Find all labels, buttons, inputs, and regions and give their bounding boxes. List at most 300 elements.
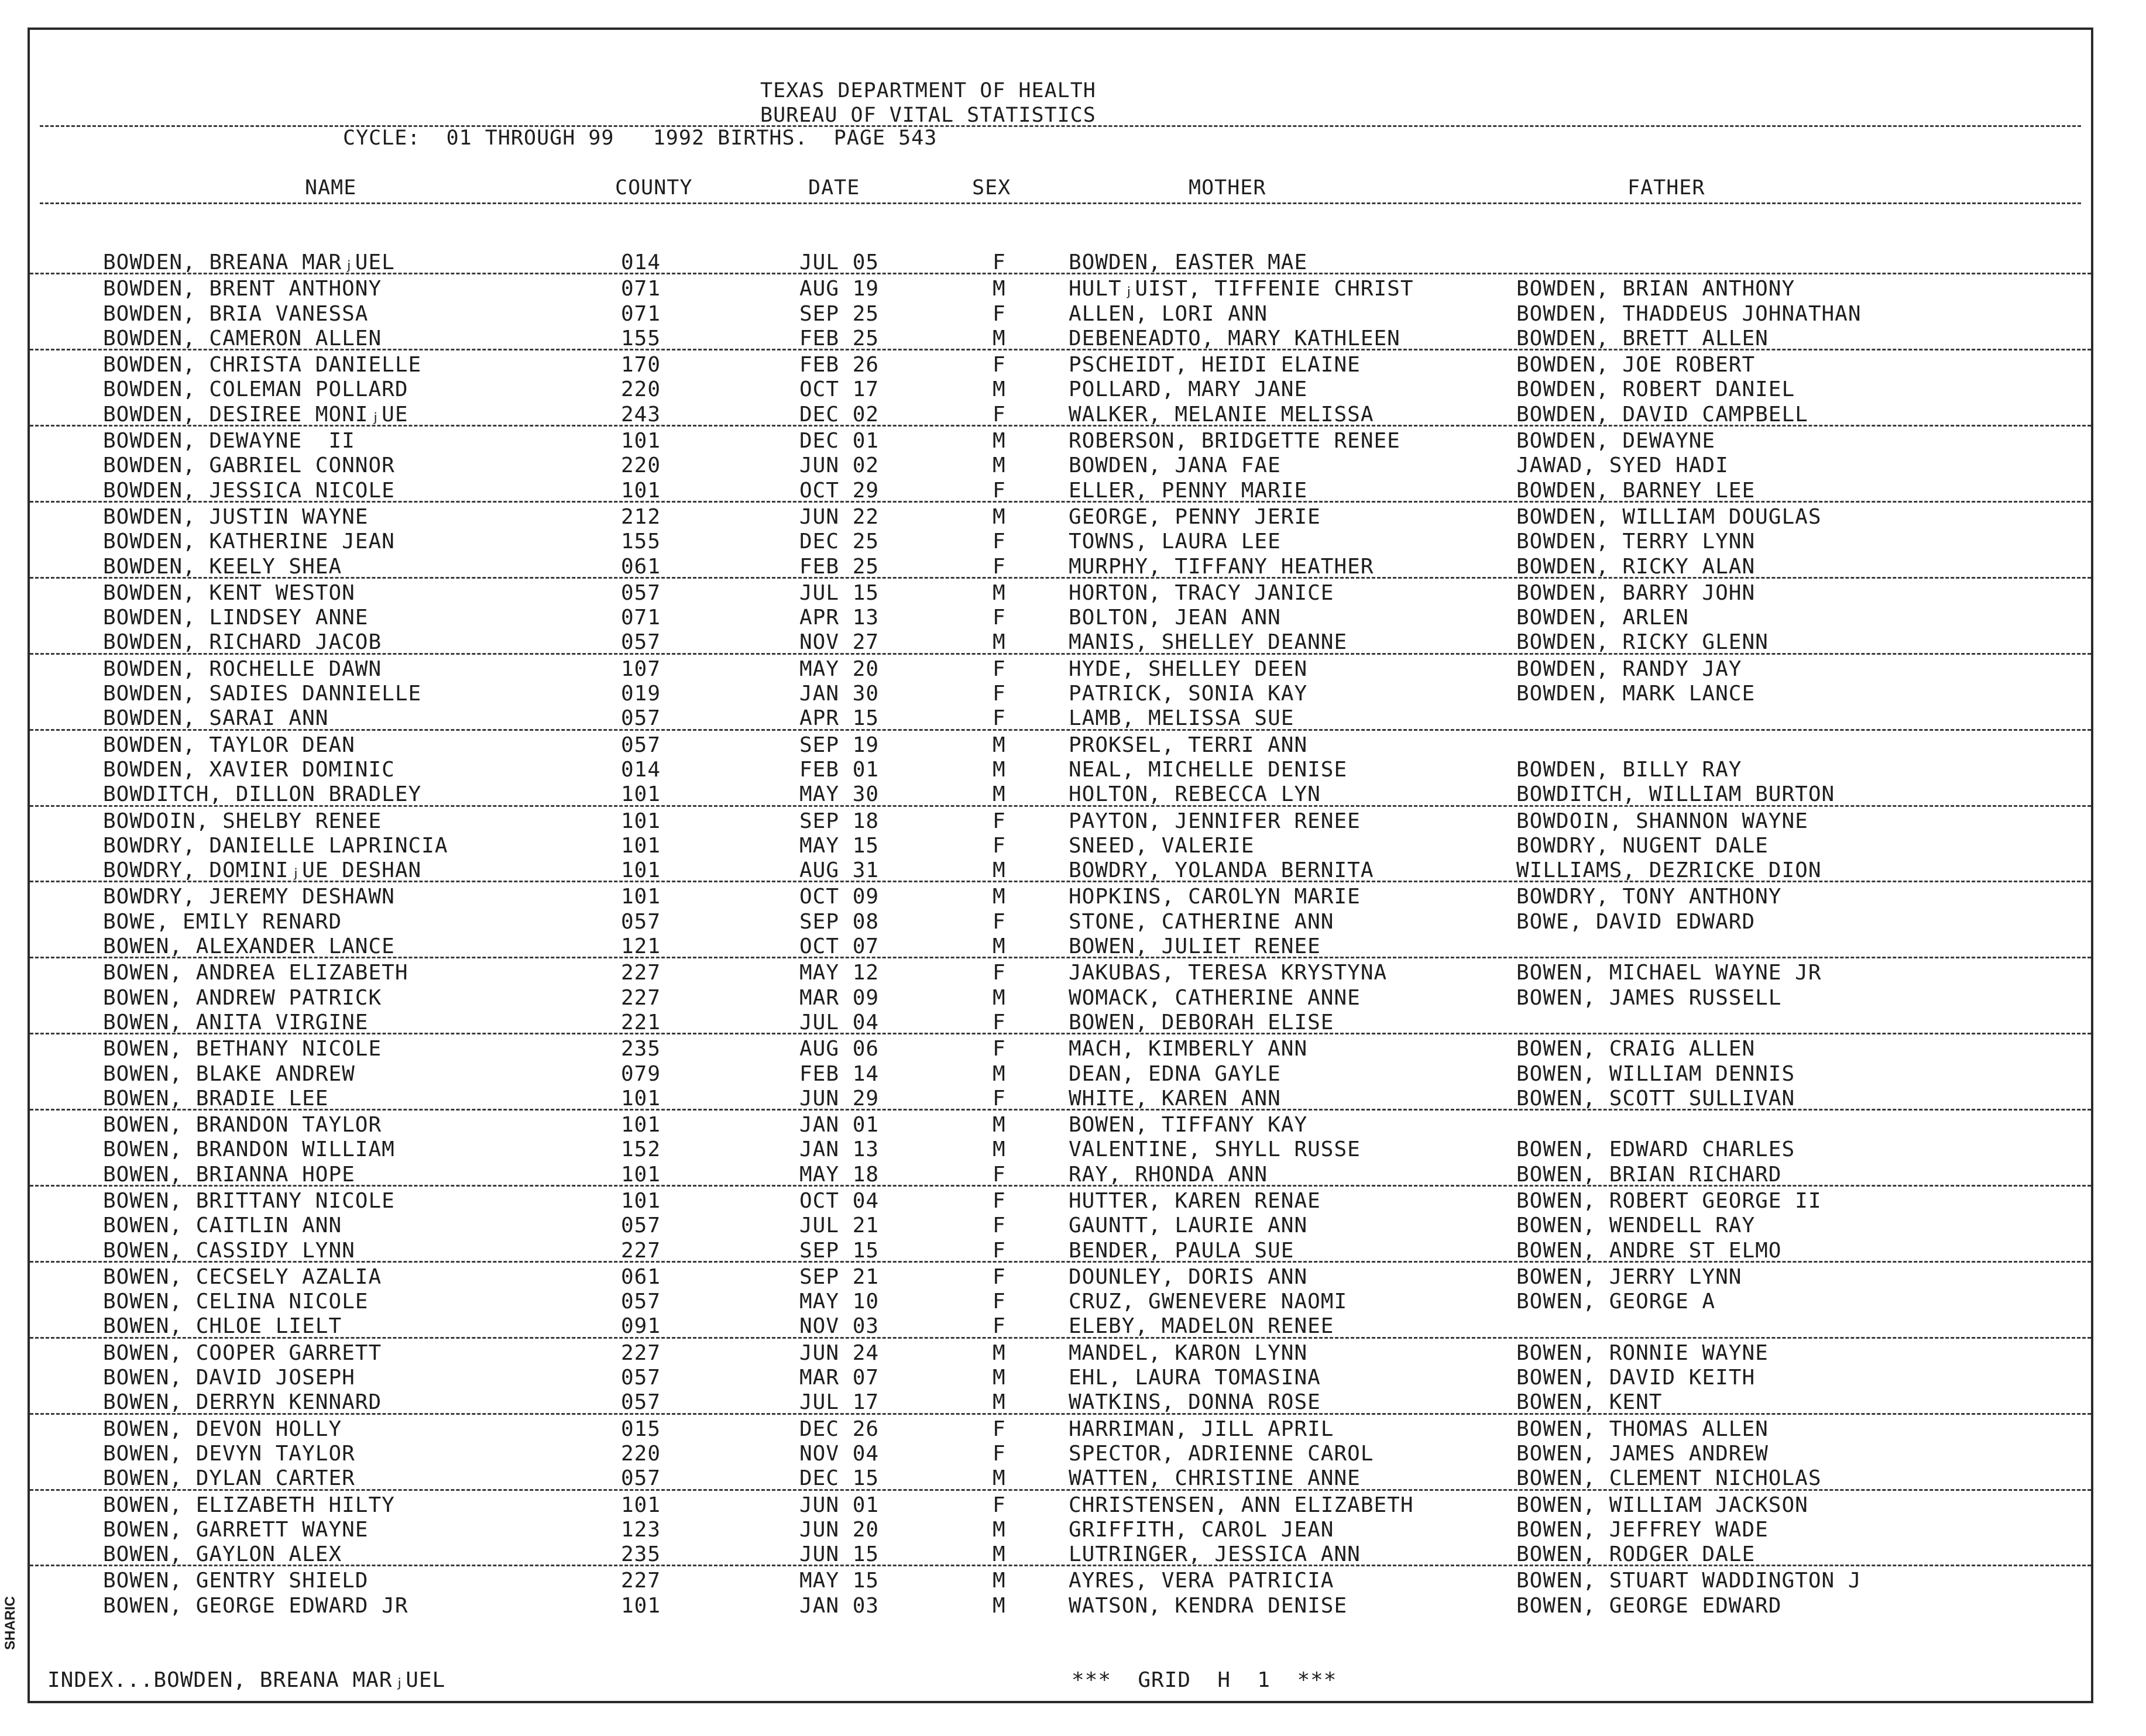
table-row	[30, 1415, 2091, 1439]
cell-county: 071	[621, 277, 661, 301]
cell-county: 101	[621, 885, 661, 909]
cell-name: BOWDEN, CAMERON ALLEN	[103, 326, 382, 350]
cell-name: BOWEN, CELINA NICOLE	[103, 1290, 369, 1314]
cell-mother: HARRIMAN, JILL APRIL	[1069, 1417, 1334, 1441]
cell-name: BOWEN, BLAKE ANDREW	[103, 1061, 355, 1086]
cell-mother: MURPHY, TIFFANY HEATHER	[1069, 554, 1374, 579]
cell-mother: SPECTOR, ADRIENNE CAROL	[1069, 1441, 1374, 1466]
cell-mother: HUTTER, KAREN RENAE	[1069, 1188, 1321, 1213]
cell-name: BOWEN, GEORGE EDWARD JR	[103, 1593, 408, 1618]
cell-name: BOWEN, ANDREW PATRICK	[103, 985, 382, 1010]
cell-mother: BOWEN, DEBORAH ELISE	[1069, 1010, 1334, 1034]
cell-father: BOWDEN, ROBERT DANIEL	[1516, 377, 1795, 402]
cell-mother: WHITE, KAREN ANN	[1069, 1086, 1281, 1111]
table-row	[30, 375, 2091, 400]
cell-sex: F	[993, 682, 1006, 706]
cell-date: SEP 19	[799, 733, 880, 757]
cell-mother: NEAL, MICHELLE DENISE	[1069, 757, 1348, 782]
table-row	[30, 1160, 2091, 1187]
cell-sex: M	[993, 580, 1006, 605]
cell-date: FEB 25	[799, 326, 880, 350]
cell-date: MAY 12	[799, 961, 880, 985]
cell-father: BOWEN, WILLIAM JACKSON	[1516, 1493, 1808, 1517]
cell-father: BOWEN, WENDELL RAY	[1516, 1214, 1756, 1238]
cell-father: BOWDEN, DEWAYNE	[1516, 429, 1716, 453]
grid-label: *** GRID H 1 ***	[1072, 1668, 1337, 1692]
table-row	[30, 1187, 2091, 1211]
cell-name: BOWEN, ANITA VIRGINE	[103, 1010, 369, 1034]
cell-mother: AYRES, VERA PATRICIA	[1069, 1569, 1334, 1593]
cell-father: BOWEN, KENT	[1516, 1390, 1663, 1415]
cell-sex: F	[993, 606, 1006, 630]
cell-sex: F	[993, 706, 1006, 731]
cell-county: 227	[621, 1238, 661, 1263]
cell-sex: F	[993, 1010, 1006, 1034]
cell-date: JUN 22	[799, 504, 880, 529]
cell-county: 057	[621, 1390, 661, 1415]
cell-name: BOWEN, GARRETT WAYNE	[103, 1517, 369, 1542]
cell-county: 071	[621, 301, 661, 326]
column-header-divider	[40, 202, 2081, 204]
column-header-county: COUNTY	[615, 176, 693, 200]
cell-sex: F	[993, 554, 1006, 579]
table-row	[30, 503, 2091, 527]
cell-father: BOWDOIN, SHANNON WAYNE	[1516, 809, 1808, 833]
cell-name: BOWEN, BRANDON TAYLOR	[103, 1113, 382, 1137]
cell-name: BOWEN, BRADIE LEE	[103, 1086, 329, 1111]
table-row	[30, 1491, 2091, 1515]
cell-sex: F	[993, 1417, 1006, 1441]
table-row	[30, 324, 2091, 350]
column-header-date: DATE	[808, 176, 860, 200]
cell-name: BOWEN, BRANDON WILLIAM	[103, 1137, 395, 1162]
cell-name: BOWDEN, DESIREE MONIⱼUE	[103, 402, 408, 427]
cell-mother: GRIFFITH, CAROL JEAN	[1069, 1517, 1334, 1542]
cell-name: BOWEN, BRITTANY NICOLE	[103, 1188, 395, 1213]
cell-father: BOWEN, JAMES RUSSELL	[1516, 985, 1782, 1010]
cell-date: JUN 02	[799, 453, 880, 478]
cell-father: BOWDEN, BARNEY LEE	[1516, 478, 1756, 503]
cell-name: BOWEN, DERRYN KENNARD	[103, 1390, 382, 1415]
cell-father: BOWEN, ANDRE ST ELMO	[1516, 1238, 1782, 1263]
cell-county: 057	[621, 1214, 661, 1238]
cell-mother: WOMACK, CATHERINE ANNE	[1069, 985, 1361, 1010]
birth-records-table	[30, 248, 2091, 1616]
cell-county: 057	[621, 1366, 661, 1390]
cell-date: OCT 04	[799, 1188, 880, 1213]
table-row	[30, 628, 2091, 654]
cell-county: 101	[621, 858, 661, 883]
table-row	[30, 1236, 2091, 1263]
cell-sex: F	[993, 1086, 1006, 1111]
cell-sex: F	[993, 478, 1006, 503]
table-row	[30, 1540, 2091, 1566]
cell-father: BOWDEN, BRIAN ANTHONY	[1516, 277, 1795, 301]
cell-father: BOWEN, STUART WADDINGTON J	[1516, 1569, 1862, 1593]
column-header-name: NAME	[305, 176, 357, 200]
cell-date: JUL 21	[799, 1214, 880, 1238]
cell-father: BOWDITCH, WILLIAM BURTON	[1516, 782, 1835, 807]
cell-sex: M	[993, 429, 1006, 453]
cell-county: 014	[621, 250, 661, 274]
table-row	[30, 1263, 2091, 1287]
cell-mother: ELEBY, MADELON RENEE	[1069, 1314, 1334, 1339]
cell-sex: F	[993, 961, 1006, 985]
cell-name: BOWDEN, BREANA MARⱼUEL	[103, 250, 395, 274]
cell-county: 121	[621, 934, 661, 959]
cell-county: 101	[621, 1593, 661, 1618]
cell-mother: PATRICK, SONIA KAY	[1069, 682, 1308, 706]
table-row	[30, 300, 2091, 324]
cell-mother: BENDER, PAULA SUE	[1069, 1238, 1295, 1263]
table-row	[30, 552, 2091, 579]
cell-mother: POLLARD, MARY JANE	[1069, 377, 1308, 402]
cell-name: BOWEN, DAVID JOSEPH	[103, 1366, 355, 1390]
cell-name: BOWDEN, CHRISTA DANIELLE	[103, 353, 422, 377]
cell-mother: EHL, LAURA TOMASINA	[1069, 1366, 1321, 1390]
department-title: TEXAS DEPARTMENT OF HEALTH	[760, 79, 1096, 102]
cell-name: BOWDOIN, SHELBY RENEE	[103, 809, 382, 833]
cell-county: 152	[621, 1137, 661, 1162]
cell-mother: CRUZ, GWENEVERE NAOMI	[1069, 1290, 1348, 1314]
cell-sex: F	[993, 1314, 1006, 1339]
cell-county: 079	[621, 1061, 661, 1086]
cell-date: AUG 31	[799, 858, 880, 883]
cell-father: BOWDEN, DAVID CAMPBELL	[1516, 402, 1808, 427]
cell-name: BOWDEN, TAYLOR DEAN	[103, 733, 355, 757]
cell-date: JUL 17	[799, 1390, 880, 1415]
cell-father: BOWDEN, BILLY RAY	[1516, 757, 1742, 782]
side-mark: SHARIC	[2, 1596, 18, 1650]
table-row	[30, 427, 2091, 451]
table-row	[30, 958, 2091, 983]
cell-county: 057	[621, 630, 661, 655]
table-row	[30, 755, 2091, 780]
cell-father: BOWEN, JERRY LYNN	[1516, 1264, 1742, 1289]
cell-name: BOWDEN, BRIA VANESSA	[103, 301, 369, 326]
cell-name: BOWEN, CHLOE LIELT	[103, 1314, 342, 1339]
table-row	[30, 1566, 2091, 1591]
cell-sex: F	[993, 1264, 1006, 1289]
table-row	[30, 1135, 2091, 1160]
cell-name: BOWEN, CASSIDY LYNN	[103, 1238, 355, 1263]
cell-date: JUN 29	[799, 1086, 880, 1111]
cell-sex: M	[993, 757, 1006, 782]
cell-name: BOWDEN, JUSTIN WAYNE	[103, 504, 369, 529]
cell-county: 057	[621, 706, 661, 731]
cell-name: BOWDEN, KENT WESTON	[103, 580, 355, 605]
cell-county: 101	[621, 1188, 661, 1213]
cell-sex: F	[993, 909, 1006, 934]
cell-county: 091	[621, 1314, 661, 1339]
cell-date: NOV 03	[799, 1314, 880, 1339]
cell-father: BOWEN, CRAIG ALLEN	[1516, 1037, 1756, 1061]
table-row	[30, 274, 2091, 299]
cell-father: JAWAD, SYED HADI	[1516, 453, 1729, 478]
cell-father: BOWEN, ROBERT GEORGE II	[1516, 1188, 1822, 1213]
cell-name: BOWDEN, COLEMAN POLLARD	[103, 377, 408, 402]
cell-date: MAR 07	[799, 1366, 880, 1390]
cell-county: 235	[621, 1037, 661, 1061]
cell-date: JUN 15	[799, 1542, 880, 1567]
cell-father: BOWEN, THOMAS ALLEN	[1516, 1417, 1769, 1441]
cell-mother: PSCHEIDT, HEIDI ELAINE	[1069, 353, 1361, 377]
cell-father: BOWEN, CLEMENT NICHOLAS	[1516, 1466, 1822, 1491]
table-row	[30, 1008, 2091, 1034]
cell-sex: F	[993, 1162, 1006, 1187]
cell-sex: M	[993, 1517, 1006, 1542]
cell-sex: F	[993, 1493, 1006, 1517]
table-row	[30, 1312, 2091, 1338]
table-row	[30, 451, 2091, 476]
cell-county: 123	[621, 1517, 661, 1542]
cell-mother: JAKUBAS, TERESA KRYSTYNA	[1069, 961, 1388, 985]
cell-mother: WATTEN, CHRISTINE ANNE	[1069, 1466, 1361, 1491]
cell-date: OCT 29	[799, 478, 880, 503]
cell-sex: M	[993, 1390, 1006, 1415]
cell-father: BOWDEN, RICKY ALAN	[1516, 554, 1756, 579]
cell-sex: M	[993, 1061, 1006, 1086]
table-row	[30, 856, 2091, 882]
cell-county: 243	[621, 402, 661, 427]
cell-name: BOWDRY, DOMINIⱼUE DESHAN	[103, 858, 422, 883]
cell-mother: MANDEL, KARON LYNN	[1069, 1340, 1308, 1365]
cell-sex: M	[993, 1542, 1006, 1567]
cell-sex: F	[993, 250, 1006, 274]
cell-county: 101	[621, 1493, 661, 1517]
cell-date: AUG 06	[799, 1037, 880, 1061]
cell-date: JUL 04	[799, 1010, 880, 1034]
cell-county: 221	[621, 1010, 661, 1034]
cell-county: 170	[621, 353, 661, 377]
cell-father: BOWDEN, TERRY LYNN	[1516, 530, 1756, 554]
cell-sex: F	[993, 402, 1006, 427]
cell-sex: F	[993, 301, 1006, 326]
cell-father: BOWEN, RONNIE WAYNE	[1516, 1340, 1769, 1365]
cell-sex: M	[993, 782, 1006, 807]
table-row	[30, 1060, 2091, 1084]
cell-father: BOWEN, WILLIAM DENNIS	[1516, 1061, 1795, 1086]
cell-sex: M	[993, 504, 1006, 529]
cell-mother: STONE, CATHERINE ANN	[1069, 909, 1334, 934]
cell-sex: M	[993, 1366, 1006, 1390]
cell-mother: GAUNTT, LAURIE ANN	[1069, 1214, 1308, 1238]
cell-date: MAR 09	[799, 985, 880, 1010]
cell-father: BOWEN, JAMES ANDREW	[1516, 1441, 1769, 1466]
cell-date: JUN 01	[799, 1493, 880, 1517]
table-row	[30, 350, 2091, 375]
cell-date: OCT 09	[799, 885, 880, 909]
cell-mother: BOWEN, JULIET RENEE	[1069, 934, 1321, 959]
cell-county: 061	[621, 554, 661, 579]
table-row	[30, 731, 2091, 755]
cell-date: MAY 15	[799, 833, 880, 858]
cell-date: SEP 18	[799, 809, 880, 833]
cell-county: 220	[621, 377, 661, 402]
cell-name: BOWEN, CAITLIN ANN	[103, 1214, 342, 1238]
cell-name: BOWDEN, BRENT ANTHONY	[103, 277, 382, 301]
table-row	[30, 1515, 2091, 1540]
cell-date: MAY 10	[799, 1290, 880, 1314]
cell-date: JUN 20	[799, 1517, 880, 1542]
cell-county: 101	[621, 429, 661, 453]
cell-date: JUL 15	[799, 580, 880, 605]
cell-mother: MACH, KIMBERLY ANN	[1069, 1037, 1308, 1061]
cell-date: MAY 20	[799, 656, 880, 681]
table-row	[30, 579, 2091, 603]
cell-county: 071	[621, 606, 661, 630]
table-row	[30, 704, 2091, 730]
bureau-title: BUREAU OF VITAL STATISTICS	[760, 104, 1096, 127]
cell-name: BOWDRY, DANIELLE LAPRINCIA	[103, 833, 448, 858]
table-row	[30, 1111, 2091, 1135]
cell-sex: M	[993, 885, 1006, 909]
table-row	[30, 1388, 2091, 1414]
table-row	[30, 1034, 2091, 1059]
cell-county: 155	[621, 530, 661, 554]
cell-sex: F	[993, 1037, 1006, 1061]
cell-date: JUL 05	[799, 250, 880, 274]
cell-county: 057	[621, 1466, 661, 1491]
cell-county: 220	[621, 1441, 661, 1466]
cell-father: BOWDEN, RICKY GLENN	[1516, 630, 1769, 655]
cell-mother: PAYTON, JENNIFER RENEE	[1069, 809, 1361, 833]
cell-sex: M	[993, 733, 1006, 757]
cell-mother: RAY, RHONDA ANN	[1069, 1162, 1268, 1187]
cell-father: BOWDEN, ARLEN	[1516, 606, 1689, 630]
cell-mother: BOLTON, JEAN ANN	[1069, 606, 1281, 630]
cell-date: FEB 25	[799, 554, 880, 579]
cell-county: 014	[621, 757, 661, 782]
column-header-father: FATHER	[1627, 176, 1705, 200]
cell-name: BOWDEN, LINDSEY ANNE	[103, 606, 369, 630]
cell-sex: M	[993, 326, 1006, 350]
column-header-mother: MOTHER	[1189, 176, 1266, 200]
table-row	[30, 248, 2091, 274]
cell-name: BOWDITCH, DILLON BRADLEY	[103, 782, 422, 807]
cell-county: 212	[621, 504, 661, 529]
cell-date: OCT 07	[799, 934, 880, 959]
cell-county: 057	[621, 909, 661, 934]
cell-sex: M	[993, 1593, 1006, 1618]
cell-county: 227	[621, 1340, 661, 1365]
cell-name: BOWDEN, SARAI ANN	[103, 706, 329, 731]
cell-date: DEC 15	[799, 1466, 880, 1491]
cell-county: 057	[621, 580, 661, 605]
cell-father: BOWDRY, NUGENT DALE	[1516, 833, 1769, 858]
cell-mother: BOWEN, TIFFANY KAY	[1069, 1113, 1308, 1137]
cell-father: BOWEN, DAVID KEITH	[1516, 1366, 1756, 1390]
cell-name: BOWDEN, KEELY SHEA	[103, 554, 342, 579]
cell-sex: M	[993, 630, 1006, 655]
cell-father: BOWEN, EDWARD CHARLES	[1516, 1137, 1795, 1162]
table-row	[30, 1464, 2091, 1490]
cell-county: 061	[621, 1264, 661, 1289]
cell-name: BOWDRY, JEREMY DESHAWN	[103, 885, 395, 909]
cell-mother: SNEED, VALERIE	[1069, 833, 1255, 858]
cell-date: FEB 26	[799, 353, 880, 377]
cell-county: 057	[621, 733, 661, 757]
cell-mother: HULTⱼUIST, TIFFENIE CHRIST	[1069, 277, 1414, 301]
cell-county: 101	[621, 1113, 661, 1137]
table-row	[30, 603, 2091, 628]
cell-mother: TOWNS, LAURA LEE	[1069, 530, 1281, 554]
cell-sex: F	[993, 1290, 1006, 1314]
table-row	[30, 400, 2091, 427]
cell-mother: DEAN, EDNA GAYLE	[1069, 1061, 1281, 1086]
table-row	[30, 932, 2091, 958]
cell-sex: M	[993, 453, 1006, 478]
table-row	[30, 655, 2091, 679]
cell-name: BOWEN, ALEXANDER LANCE	[103, 934, 395, 959]
cell-sex: F	[993, 656, 1006, 681]
cell-mother: WATSON, KENDRA DENISE	[1069, 1593, 1348, 1618]
cell-sex: M	[993, 1340, 1006, 1365]
cell-father: BOWDRY, TONY ANTHONY	[1516, 885, 1782, 909]
table-row	[30, 1439, 2091, 1464]
cell-father: BOWEN, JEFFREY WADE	[1516, 1517, 1769, 1542]
cell-county: 155	[621, 326, 661, 350]
cell-county: 019	[621, 682, 661, 706]
cell-mother: BOWDEN, EASTER MAE	[1069, 250, 1308, 274]
cell-name: BOWEN, BRIANNA HOPE	[103, 1162, 355, 1187]
cell-mother: BOWDRY, YOLANDA BERNITA	[1069, 858, 1374, 883]
cell-mother: VALENTINE, SHYLL RUSSE	[1069, 1137, 1361, 1162]
cell-mother: ELLER, PENNY MARIE	[1069, 478, 1308, 503]
cell-name: BOWDEN, DEWAYNE II	[103, 429, 355, 453]
cell-sex: M	[993, 985, 1006, 1010]
table-row	[30, 1211, 2091, 1236]
cell-father: BOWE, DAVID EDWARD	[1516, 909, 1756, 934]
cell-mother: HOLTON, REBECCA LYN	[1069, 782, 1321, 807]
cell-mother: LUTRINGER, JESSICA ANN	[1069, 1542, 1361, 1567]
table-row	[30, 679, 2091, 704]
cell-name: BOWEN, ELIZABETH HILTY	[103, 1493, 395, 1517]
cell-mother: GEORGE, PENNY JERIE	[1069, 504, 1321, 529]
cell-date: APR 13	[799, 606, 880, 630]
cell-mother: HORTON, TRACY JANICE	[1069, 580, 1334, 605]
cell-mother: ROBERSON, BRIDGETTE RENEE	[1069, 429, 1400, 453]
cell-date: DEC 25	[799, 530, 880, 554]
cell-date: SEP 15	[799, 1238, 880, 1263]
cell-sex: F	[993, 353, 1006, 377]
cell-date: NOV 04	[799, 1441, 880, 1466]
document-frame	[28, 27, 2093, 1703]
table-row	[30, 1591, 2091, 1616]
table-row	[30, 1363, 2091, 1388]
cell-date: JAN 01	[799, 1113, 880, 1137]
cell-mother: MANIS, SHELLEY DEANNE	[1069, 630, 1348, 655]
cell-sex: F	[993, 530, 1006, 554]
cell-county: 227	[621, 1569, 661, 1593]
cell-name: BOWE, EMILY RENARD	[103, 909, 342, 934]
cell-name: BOWEN, DYLAN CARTER	[103, 1466, 355, 1491]
cell-father: BOWDEN, BARRY JOHN	[1516, 580, 1756, 605]
cell-father: BOWDEN, RANDY JAY	[1516, 656, 1742, 681]
cell-name: BOWEN, CECSELY AZALIA	[103, 1264, 382, 1289]
cell-father: BOWEN, BRIAN RICHARD	[1516, 1162, 1782, 1187]
cell-name: BOWEN, GAYLON ALEX	[103, 1542, 342, 1567]
cell-father: BOWDEN, BRETT ALLEN	[1516, 326, 1769, 350]
cell-name: BOWDEN, JESSICA NICOLE	[103, 478, 395, 503]
cell-county: 015	[621, 1417, 661, 1441]
cell-name: BOWEN, BETHANY NICOLE	[103, 1037, 382, 1061]
cell-date: JUN 24	[799, 1340, 880, 1365]
cell-mother: WALKER, MELANIE MELISSA	[1069, 402, 1374, 427]
cell-mother: HYDE, SHELLEY DEEN	[1069, 656, 1308, 681]
cell-father: BOWDEN, THADDEUS JOHNATHAN	[1516, 301, 1862, 326]
table-row	[30, 831, 2091, 856]
